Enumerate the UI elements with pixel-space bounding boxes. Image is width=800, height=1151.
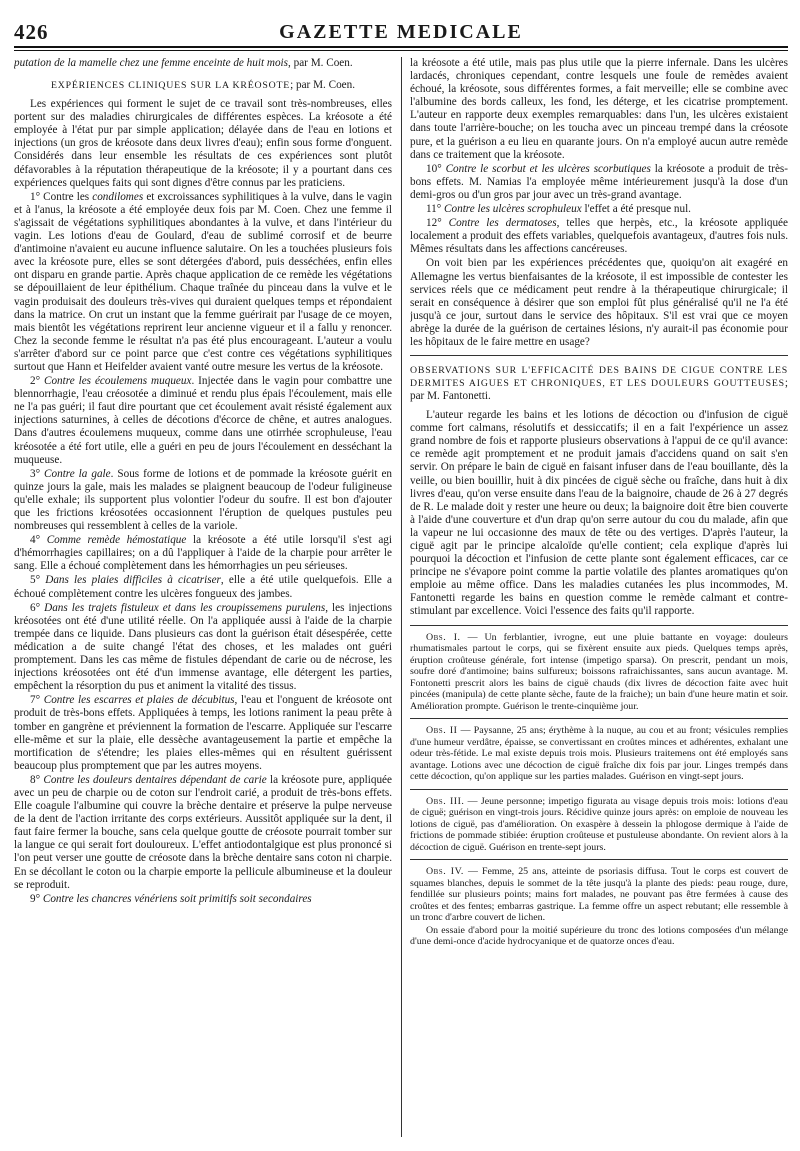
item-title: Dans les trajets fistuleux et dans les croupissemens purulens	[44, 601, 326, 614]
item-text: la kréosote a été utile lorsqu'il s'est agi d'hémorrhagies capillaires; on a dû l'appliquer à l'aide de la charpie pour arrêter le sang. Elle a échoué complètement dans les hémorrhagies un peu sérieuses.	[14, 534, 392, 573]
item-number: 10°	[426, 162, 446, 175]
item-title: Contre la gale	[44, 467, 111, 480]
section-heading-cigue	[410, 365, 788, 403]
item-number: 11°	[426, 203, 445, 216]
paragraph	[410, 217, 788, 256]
item-text: et excroissances syphilitiques à la vulve, dans le vagin et à l'anus, la kréosote a été employée deux fois par M. Coen. Chez une femme il s'agissait de végétations syphilitiques abondantes à la vulve, et dans l'intérieur du vagin. Les lotions d'eau de Goulard, d'eau de sublimé corrosif et de beurre d'antimoine n'avaient eu aucune influence salutaire. On les a touchées plusieurs fois avec la kréosote pure, elles se sont détergées d'abord, puis desséchées, enfin elles ont disparu en grande partie. Après chaque application de ce remède les végétations se dépouillaient de leur épithélium. Chaque traînée du pinceau dans la vulve et le vagin produisait des douleurs très-vives qui duraient quelques temps et répondaient dans la matrice. On crut un instant que la femme guérirait par l'usage de ce moyen, mais bientôt les végétations reprirent leur ancienne vigueur et il a fallu y renoncer. Chez la seconde femme le résultat n'a pas été plus encourageant. L'auteur a voulu s'arrêter d'abord sur ce point parce que c'est contre ces végétations syphilitiques surtout que Hann et Heifelder avaient vanté outre mesure les vertus de la kréosote.	[14, 190, 392, 373]
observation-text: — Jeune personne; impetigo figurata au visage depuis trois mois: lotions d'eau de ciguë; guérison en vingt-trois jours. Récidive quinze jours après: on emploie de nouveau les lotions de ciguë, pas d'amélioration. On exaspère à dessein la phlogose dermique à l'aide de frictions de pommade stibiée: éruption croûteuse et pustuleuse abondante. On revient alors à la décoction de ciguë. Guérison en trente-sept jours.	[410, 795, 788, 853]
intro-rest: , par M. Coen.	[288, 57, 353, 69]
paragraph: L'auteur regarde les bains et les lotions de décoction ou d'infusion de ciguë comme fort calmans, résolutifs et dessiccatifs; il en a fait l'expérience un assez grand nombre de fois et rapporte plusieurs observations à l'appui de ce qu'il avance: ce remède agit promptement et ne produit jamais d'accidens quand on sait s'en servir. On prépare le bain de ciguë en faisant infuser dans de l'eau bouillante, dès la veille, ou bien bouillir, huit à dix pincées de ciguë sèche ou fraîche, dans huit à dix livres d'eau, qu'on verse ensuite dans l'eau de la baignoire, chaude de 26 à 27 degrés de R. Le malade doit y rester une heure ou deux; la baignoire doit être bien couverte à l'aide d'une couverture et d'un drap qu'on serre autour du cou du malade, afin que la vapeur ne lui occasionne des maux de tête ou des vertiges. D'après l'auteur, la ciguë agit par le principe alcaloïde qu'elle contient; cela explique d'après lui pourquoi la décoction et l'infusion de cette plante sont également efficaces, car ce principe ne s'évapore point comme la partie volatile des plantes aromatiques qu'on emploie au même office. Dans les maladies cutanées les plus incommodes, M. Fantonetti regarde les bains en question comme le remède calmant et contre-stimulant par excellence. Voici l'essence des faits qu'il rapporte.	[410, 409, 788, 618]
page-number: 426	[14, 19, 49, 44]
paragraph	[14, 694, 392, 773]
item-title: Contre les ulcères scrophuleux	[444, 203, 582, 216]
item-number: 4°	[30, 534, 47, 547]
item-number: 2°	[30, 375, 44, 388]
header-rule	[14, 50, 788, 51]
section-title: EXPÉRIENCES CLINIQUES SUR LA KRÉOSOTE	[50, 80, 291, 92]
section-author: ; par M. Fantonetti.	[410, 377, 788, 403]
observation	[410, 632, 788, 713]
item-text: , elle a été utile quelquefois. Elle a échoué complètement contre les ulcères fongueux des jambes.	[14, 574, 392, 600]
observation	[410, 866, 788, 924]
item-number: 8°	[30, 773, 44, 786]
observation-rule	[410, 859, 788, 860]
item-title: Contre les écoulemens muqueux	[44, 375, 192, 388]
item-number: 5°	[30, 574, 46, 587]
item-title: Contre les douleurs dentaires dépendant de carie	[43, 773, 267, 786]
paragraph: On essaie d'abord pour la moitié supérieure du tronc des lotions composées d'un mélange d'une demi-once d'acide hydrocyanique et de quatorze onces d'eau.	[410, 924, 788, 948]
right-column	[410, 57, 788, 1137]
paragraph	[14, 375, 392, 467]
paragraph	[14, 191, 392, 374]
item-title: Contre le scorbut et les ulcères scorbutiques	[445, 162, 651, 175]
item-title: condilomes	[92, 190, 144, 203]
left-column	[14, 57, 392, 1137]
journal-title: GAZETTE MEDICALE	[279, 20, 523, 43]
item-number: 9°	[30, 892, 43, 905]
item-title: Comme remède hémostatique	[46, 534, 187, 547]
observation-text: — Un ferblantier, ivrogne, eut une pluie battante en voyage: douleurs rhumatismales partout le corps, qui se fixèrent ensuite aux pieds. Quelques temps après, éruption croûteuse générale, fort intense (impetigo sparsa). On prescrit, pendant un mois, soufre doré d'antimoine; bains sulfureux; boissons rafraichissantes, sans aucun avantage. M. Fontonetti prescrit alors les bains de ciguë chauds (dix livres de décoction faite avec huit pincées (manipula) de cette plante sèche, faute de la fraiche); un bain d'une heure matin et soir. Amélioration prompte. Guérison le trente-cinquième jour.	[410, 631, 788, 712]
newspaper-page	[14, 18, 788, 1146]
paragraph: Les expériences qui forment le sujet de ce travail sont très-nombreuses, elles portent sur des maladies chirurgicales de différentes espèces. La kréosote a été employée à l'état pur par simple application; délayée dans de l'eau en lotions et injections (un gros de kréosote dans deux livres d'eau); enfin sous forme d'onguent. Considérés dans leur ensemble les résultats de ces expériences sont plutôt défavorables à la réputation thérapeutique de la kréosote; il y a pourtant dans ces expériences quelques faits qui sont dignes d'être connus par les praticiens.	[14, 98, 392, 189]
section-title: OBSERVATIONS SUR L'EFFICACITÉ DES BAINS DE CIGUE CONTRE LES DERMITES AIGUES ET CHRONIQUES, ET LES DOULEURS GOUTTEUSES	[410, 365, 788, 390]
observation-text: — Paysanne, 25 ans; érythème à la nuque, au cou et au front; vésicules remplies d'une humeur verdâtre, épaisse, se convertissant en croûtes minces et adhérentes, exhalant une odeur très-fétide. Le mal existe depuis trois mois. Plusieurs traitemens ont été employés sans avantage. Lotions avec une décoction de ciguë fraîche dix fois par jour. Linges trempés dans cette décoction, qu'on applique sur les parties malades. Guérison en vingt-sept jours.	[410, 725, 788, 783]
item-text: , telles que herpès, etc., la kréosote appliquée localement a produit des effets variables, quelquefois avantageux, d'autres fois nuls. Mêmes résultats dans les affections cancéreuses.	[410, 217, 788, 256]
item-number: 12°	[426, 217, 449, 230]
observation	[410, 725, 788, 783]
observation-text: — Femme, 25 ans, atteinte de psoriasis diffusa. Tout le corps est couvert de squames blanches, depuis le sommet de la tête jusqu'à la plante des pieds: peau rouge, dure, fendillée sur plusieurs points; mains fort malades, ne pouvant pas être fermées à cause des croûtes et des fentes; embarras gastrique. La femme offre un aspect rebutant; elle ressemble à un tronc d'arbre couvert de lichen.	[410, 866, 788, 924]
item-number: 1° Contre les	[30, 190, 93, 203]
paragraph: On voit bien par les expériences précédentes que, quoiqu'on ait exagéré en Allemagne les vertus bienfaisantes de la kréosote, il est impossible de contester les services réels que ce médicament peut rendre à la thérapeutique chirurgicale; il serait en conséquence à désirer que son emploi fût plus généralisé qu'il ne l'a été jusqu'à ce jour, surtout dans le service des hôpitaux. S'il est vrai que ce moyen abrège la durée de la guérison de certaines lésions, n'y aurait-il pas économie pour les hôpitaux de le faire mettre en usage?	[410, 257, 788, 348]
observation-rule	[410, 789, 788, 790]
observations	[410, 632, 788, 948]
observation-label: Obs. I.	[426, 631, 461, 643]
paragraph	[14, 574, 392, 600]
item-title: Contre les escarres et plaies de décubitus	[43, 694, 235, 707]
paragraph	[14, 893, 392, 906]
intro-italic: putation de la mamelle chez une femme enceinte de huit mois	[14, 57, 289, 69]
paragraph	[14, 468, 392, 533]
item-number: 6°	[30, 601, 45, 614]
item-title: Dans les plaies difficiles à cicatriser	[45, 574, 221, 587]
item-number: 7°	[30, 694, 44, 707]
item-text: la kréosote pure, appliquée avec un peu de charpie ou de coton sur l'endroit carié, a produit de très-bons effets. Elle coagule l'albumine qui couvre la brèche dentaire et préserve la pulpe nerveuse de la dent de l'action irritante des corps extérieurs. Aussitôt appliquée sur la dent, il faut faire fermer la bouche, sans cela quelque goutte de créosote pourrait tomber sur la langue ce qui serait fort douloureux. L'effet antiodontalgique est plus prononcé si l'on peut verser une goutte de créosote dans la brèche dentaire sans coton ni charpie. En se décollant le coton ou la charpie emporte la pellicule albumineuse et la douleur se reproduit.	[14, 773, 392, 891]
paragraph: la kréosote a été utile, mais pas plus utile que la pierre infernale. Dans les ulcères lardacés, chroniques cependant, contre lesquels une foule de remèdes avaient échoué, la kréosote, sous différentes formes, a fait merveille; elle se combine avec l'albumine des bords calleux, les fond, les déterge, et les cicatrise promptement. L'auteur en rapporte deux exemples remarquables: dans l'un, les ulcères existaient dans toute l'arrière-bouche; on les toucha avec un pinceau trempé dans la créosote pure, et la guérison a eu lieu en quarante jours. On n'a employé aucun autre remède dans ce traitement que la kréosote.	[410, 57, 788, 161]
observation-label: Obs. III.	[426, 795, 465, 807]
paragraph	[14, 602, 392, 694]
item-number: 3°	[30, 467, 45, 480]
section-author: ; par M. Coen.	[290, 79, 356, 92]
section-rule	[410, 625, 788, 626]
column-divider	[401, 57, 402, 1137]
observation-rule	[410, 718, 788, 719]
page-header	[14, 18, 788, 48]
section-heading-kreosote	[14, 79, 392, 92]
observation-label: Obs. IV.	[426, 866, 464, 878]
intro-line	[14, 57, 392, 70]
text-columns	[14, 57, 788, 1137]
item-text: la kréosote a produit de très-bons effets. M. Namias l'a employée même intérieurement jusqu'à la dose d'un demi-gros ou d'un gros par jour avec un très-grand avantage.	[410, 162, 788, 201]
section-rule	[410, 355, 788, 356]
item-text: . Sous forme de lotions et de pommade la kréosote guérit en quinze jours la gale, mais les malades se plaignent beaucoup de l'odeur fuligineuse qu'elle exhale; ils supportent plus volontier l'odeur du soufre. Il est bon d'ajouter que les frictions kréosotées occasionnent l'éruption de quelques pustules peu nombreuses qui ressemblent à celles de la variole.	[14, 467, 392, 533]
item-title: Contre les chancres vénériens soit primitifs soit secondaires	[42, 892, 312, 905]
paragraph	[14, 774, 392, 892]
item-title: Contre les dermatoses	[448, 217, 557, 230]
item-text: . Injectée dans le vagin pour combattre une blennorrhagie, l'eau créosotée a diminué et rendu plus épais l'écoulement, mais elle ne l'a pas guéri; il faut dire pourtant que cet écoulement avait résisté également aux injections saturnines, à celles de décotions d'écorce de chêne, et autres analogues. Dans d'autres écoulemens muqueux, comme dans une otirrhée scrophuleuse, l'eau kréosotée a été fort utile, elle a guéri en peu de jours l'écoulement en desséchant la muqueuse.	[14, 375, 392, 466]
paragraph	[14, 534, 392, 573]
paragraph	[410, 163, 788, 202]
item-text: , l'eau et l'onguent de kréosote ont produit de très-bons effets. Appliquées à temps, les lotions raniment la peau prête à tomber en gangrène et préviennent la formation de l'escarre. Appliquée sur l'escarre elle-même et sur la plaie, elle dessèche avantageusement la partie et empêche la mortification de s'étendre; les plaies elles-mêmes qui en résultent guérissent beaucoup plus promptement que par les autres moyens.	[14, 694, 392, 772]
paragraph	[410, 203, 788, 216]
observation	[410, 796, 788, 854]
observation-label: Obs. II	[426, 725, 458, 737]
item-text: , les injections kréosotées ont été d'une utilité réelle. On l'a appliquée aussi à l'aide de la charpie trempée dans ce liquide. Dans plusieurs cas dont la guérison était désespérée, cette médication a de suite changé l'état des choses, et les malades ont guéri promptement. Dans les cas même de fistules dépendant de carie ou de nécrose, les injections kréosotées ont été d'un immense avantage, elle détergent les parties, empêchent la résorption du pus et animent la vitalité des tissus.	[14, 601, 392, 693]
item-text: l'effet a été presque nul.	[581, 203, 691, 216]
